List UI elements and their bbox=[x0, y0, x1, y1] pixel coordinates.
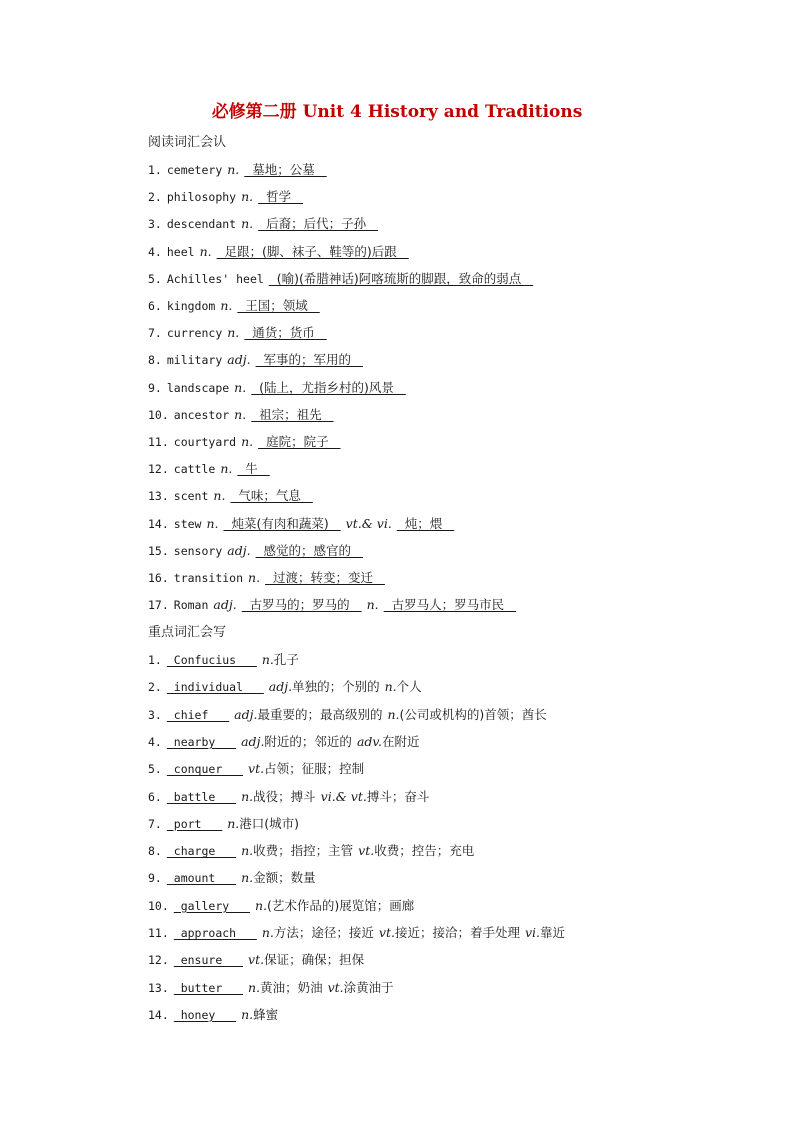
section-heading-reading: 阅读词汇会认 bbox=[148, 135, 227, 150]
part-of-speech: vt. bbox=[327, 979, 344, 995]
meaning-text: 黄油；奶油 bbox=[260, 979, 323, 995]
answer-blank: 后裔；后代；子孙 bbox=[258, 216, 379, 232]
meaning-text: (艺术作品的)展览馆；画廊 bbox=[266, 897, 415, 913]
list-item bbox=[148, 488, 313, 504]
list-item bbox=[148, 189, 303, 205]
part-of-speech: n. bbox=[241, 434, 254, 449]
list-item bbox=[148, 980, 394, 996]
item-number: 3. bbox=[148, 707, 162, 722]
answer-blank: butter bbox=[173, 980, 244, 995]
item-number: 15. bbox=[148, 543, 169, 558]
meaning-text: 蜂蜜 bbox=[253, 1006, 279, 1022]
item-word: landscape bbox=[166, 380, 230, 395]
part-of-speech: n. bbox=[248, 979, 261, 995]
answer-blank: gallery bbox=[173, 898, 250, 913]
meaning-text: 在附近 bbox=[381, 733, 420, 749]
item-number: 3. bbox=[148, 217, 162, 232]
list-item bbox=[148, 870, 316, 886]
item-number: 6. bbox=[148, 789, 162, 804]
item-word: scent bbox=[173, 489, 209, 504]
list-item bbox=[148, 352, 363, 368]
item-number: 1. bbox=[148, 163, 162, 177]
item-word: currency bbox=[166, 326, 223, 341]
part-of-speech-2: n. bbox=[366, 597, 379, 613]
answer-blank: (喻)(希腊神话)阿喀琉斯的脚跟，致命的弱点 bbox=[268, 270, 534, 286]
answer-blank: 气味；气息 bbox=[230, 488, 313, 504]
item-number: 8. bbox=[148, 353, 162, 368]
item-number: 14. bbox=[148, 1007, 169, 1022]
part-of-speech: n. bbox=[241, 189, 254, 205]
meaning-text: 靠近 bbox=[540, 925, 566, 940]
answer-blank-2: 炖；煨 bbox=[396, 515, 455, 531]
item-word: Roman bbox=[173, 598, 209, 613]
meaning-text: 方法；途径；接近 bbox=[273, 925, 374, 940]
part-of-speech-2: vt.& vi. bbox=[345, 515, 392, 531]
item-number: 13. bbox=[148, 489, 169, 504]
list-item bbox=[148, 162, 327, 178]
item-number: 6. bbox=[148, 299, 162, 313]
answer-blank: (陆上，尤指乡村的)风景 bbox=[251, 379, 406, 395]
part-of-speech: n. bbox=[241, 843, 254, 859]
meaning-text: 个人 bbox=[396, 679, 422, 695]
list-item bbox=[148, 244, 409, 260]
part-of-speech: vt. bbox=[248, 952, 265, 968]
list-item bbox=[148, 925, 565, 941]
item-number: 17. bbox=[148, 598, 169, 613]
part-of-speech: adj. bbox=[227, 352, 251, 368]
list-item bbox=[148, 325, 327, 341]
part-of-speech: n. bbox=[220, 298, 233, 313]
meaning-text: 收费；控告；充电 bbox=[374, 843, 475, 859]
item-number: 2. bbox=[148, 680, 162, 695]
answer-blank: 庭院；院子 bbox=[258, 434, 341, 449]
page-title bbox=[0, 97, 794, 122]
part-of-speech: vt. bbox=[378, 925, 395, 940]
meaning-text: 单独的；个别的 bbox=[292, 679, 380, 695]
list-item bbox=[148, 597, 516, 613]
item-number: 1. bbox=[148, 653, 162, 667]
part-of-speech: n. bbox=[248, 570, 261, 585]
answer-blank: conquer bbox=[166, 762, 244, 777]
item-word: philosophy bbox=[166, 190, 237, 205]
part-of-speech: adj. bbox=[234, 706, 258, 722]
answer-blank: 足跟；(脚、袜子、鞋等的)后跟 bbox=[216, 243, 409, 259]
item-word: heel bbox=[166, 244, 195, 259]
item-number: 14. bbox=[148, 516, 169, 531]
list-item bbox=[148, 434, 341, 450]
answer-blank: 墓地；公墓 bbox=[244, 162, 327, 177]
list-item bbox=[148, 843, 474, 859]
meaning-text: 港口(城市) bbox=[239, 815, 300, 831]
part-of-speech: n. bbox=[227, 325, 240, 341]
part-of-speech: n. bbox=[220, 461, 233, 477]
item-number: 8. bbox=[148, 844, 162, 859]
list-item bbox=[148, 816, 299, 832]
item-word: sensory bbox=[173, 543, 223, 558]
answer-blank: charge bbox=[166, 844, 237, 859]
part-of-speech: adj. bbox=[241, 733, 265, 749]
meaning-text: 孔子 bbox=[273, 652, 299, 667]
answer-blank: 感觉的；感官的 bbox=[255, 542, 363, 558]
answer-blank: individual bbox=[166, 680, 264, 695]
part-of-speech: n. bbox=[387, 706, 400, 722]
list-item bbox=[148, 761, 364, 777]
item-number: 12. bbox=[148, 462, 169, 477]
item-number: 5. bbox=[148, 271, 162, 286]
list-item bbox=[148, 952, 364, 968]
meaning-text: 保证；确保；担保 bbox=[264, 952, 365, 968]
meaning-text: 收费；指控；主管 bbox=[253, 843, 354, 859]
item-number: 16. bbox=[148, 571, 169, 585]
item-number: 4. bbox=[148, 244, 162, 259]
answer-blank: ensure bbox=[173, 953, 244, 968]
part-of-speech: n. bbox=[227, 815, 240, 831]
item-word: cemetery bbox=[166, 163, 223, 177]
part-of-speech: n. bbox=[241, 216, 254, 232]
part-of-speech: adj. bbox=[268, 679, 293, 695]
part-of-speech: n. bbox=[254, 897, 267, 913]
item-number: 4. bbox=[148, 734, 162, 749]
item-number: 11. bbox=[148, 926, 169, 940]
list-item bbox=[148, 734, 419, 750]
answer-blank: approach bbox=[173, 926, 257, 940]
part-of-speech: vt. bbox=[358, 843, 375, 859]
item-word: ancestor bbox=[173, 407, 230, 422]
list-item bbox=[148, 407, 334, 423]
item-word: descendant bbox=[166, 217, 237, 232]
item-number: 10. bbox=[148, 407, 169, 422]
part-of-speech: n. bbox=[261, 652, 274, 667]
part-of-speech: adj. bbox=[227, 542, 251, 558]
part-of-speech: vi.& vt. bbox=[320, 788, 367, 804]
answer-blank: 牛 bbox=[237, 461, 270, 477]
list-item bbox=[148, 570, 385, 586]
meaning-text: 接近；接洽；着手处理 bbox=[394, 925, 520, 940]
item-word: stew bbox=[173, 516, 202, 531]
list-item bbox=[148, 679, 422, 695]
part-of-speech: n. bbox=[234, 379, 247, 395]
answer-blank: port bbox=[166, 816, 223, 831]
part-of-speech: n. bbox=[234, 406, 247, 422]
list-item bbox=[148, 1007, 278, 1023]
meaning-text: 金额；数量 bbox=[253, 870, 316, 886]
answer-blank: honey bbox=[173, 1007, 237, 1022]
meaning-text: 涂黄油于 bbox=[343, 979, 394, 995]
item-word: cattle bbox=[173, 462, 216, 477]
list-item bbox=[148, 789, 429, 805]
item-number: 5. bbox=[148, 762, 162, 777]
item-number: 12. bbox=[148, 953, 169, 968]
answer-blank: 祖宗；祖先 bbox=[251, 406, 334, 422]
item-word: courtyard bbox=[173, 435, 237, 449]
answer-blank: amount bbox=[166, 871, 237, 886]
list-item bbox=[148, 707, 547, 723]
answer-blank: 古罗马的；罗马的 bbox=[241, 597, 362, 613]
part-of-speech: vi. bbox=[525, 925, 541, 940]
part-of-speech: n. bbox=[227, 162, 240, 177]
title-text: 必修第二册 Unit 4 History and Traditions bbox=[211, 102, 583, 122]
item-number: 9. bbox=[148, 380, 162, 395]
section-heading-writing: 重点词汇会写 bbox=[148, 625, 227, 640]
answer-blank: 哲学 bbox=[258, 189, 304, 205]
list-item bbox=[148, 271, 533, 287]
part-of-speech: n. bbox=[206, 515, 219, 531]
list-item bbox=[148, 298, 320, 314]
part-of-speech: n. bbox=[241, 870, 254, 886]
answer-blank: nearby bbox=[166, 734, 237, 749]
item-number: 2. bbox=[148, 190, 162, 205]
part-of-speech: n. bbox=[241, 1006, 254, 1022]
answer-blank: 军事的；军用的 bbox=[255, 352, 363, 368]
meaning-text: 附近的；邻近的 bbox=[264, 733, 352, 749]
part-of-speech: adj. bbox=[213, 597, 237, 613]
list-item bbox=[148, 898, 414, 914]
item-number: 11. bbox=[148, 435, 169, 449]
answer-blank: 过渡；转变；变迁 bbox=[265, 570, 385, 585]
item-word: kingdom bbox=[166, 299, 216, 313]
part-of-speech: n. bbox=[241, 788, 254, 804]
answer-blank: battle bbox=[166, 789, 237, 804]
list-item bbox=[148, 652, 299, 668]
item-word: transition bbox=[173, 571, 244, 585]
item-word: military bbox=[166, 353, 223, 368]
part-of-speech: n. bbox=[384, 679, 397, 695]
part-of-speech: vt. bbox=[248, 761, 265, 777]
answer-blank-2: 古罗马人；罗马市民 bbox=[383, 597, 516, 613]
list-item bbox=[148, 461, 270, 477]
item-number: 7. bbox=[148, 816, 162, 831]
item-number: 10. bbox=[148, 898, 169, 913]
part-of-speech: adv. bbox=[356, 733, 382, 749]
meaning-text: (公司或机构的)首领；酋长 bbox=[399, 706, 547, 722]
answer-blank: 王国；领域 bbox=[237, 298, 320, 313]
meaning-text: 最重要的；最高级别的 bbox=[257, 706, 383, 722]
item-number: 9. bbox=[148, 871, 162, 886]
item-number: 7. bbox=[148, 326, 162, 341]
part-of-speech: n. bbox=[213, 488, 226, 504]
answer-blank: chief bbox=[166, 707, 230, 722]
answer-blank: Confucius bbox=[166, 653, 257, 667]
list-item bbox=[148, 543, 363, 559]
part-of-speech: n. bbox=[261, 925, 274, 940]
answer-blank: 通货；货币 bbox=[244, 325, 327, 341]
list-item bbox=[148, 380, 406, 396]
meaning-text: 战役；搏斗 bbox=[253, 788, 316, 804]
meaning-text: 搏斗；奋斗 bbox=[366, 788, 430, 804]
meaning-text: 占领；征服；控制 bbox=[264, 761, 365, 777]
list-item bbox=[148, 516, 454, 532]
item-word: Achilles' heel bbox=[166, 271, 264, 286]
part-of-speech: n. bbox=[199, 243, 212, 259]
answer-blank: 炖菜(有肉和蔬菜) bbox=[223, 515, 341, 531]
list-item bbox=[148, 216, 378, 232]
item-number: 13. bbox=[148, 980, 169, 995]
